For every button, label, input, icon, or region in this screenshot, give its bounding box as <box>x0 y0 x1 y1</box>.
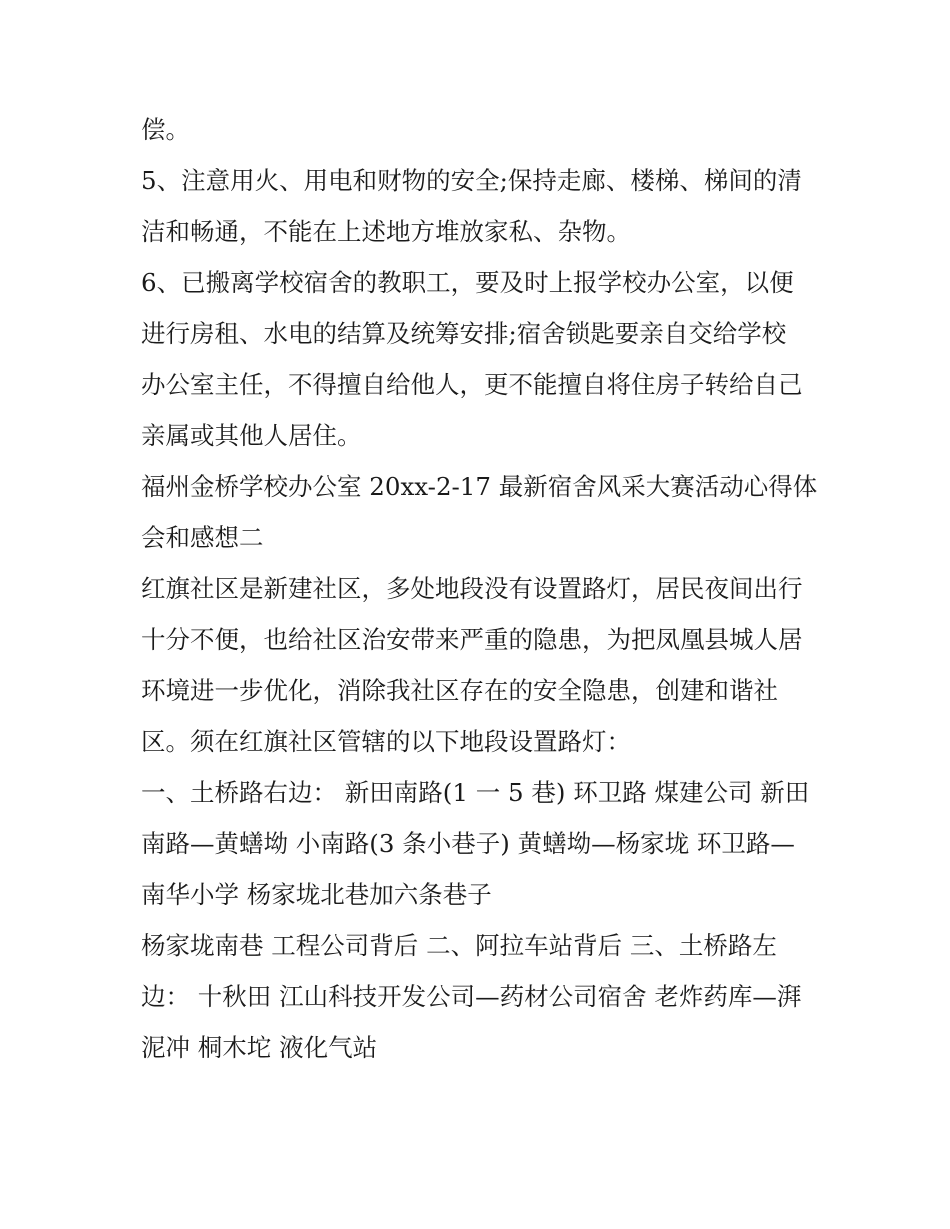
text-line: 环境进一步优化，消除我社区存在的安全隐患，创建和谐社 <box>141 676 778 705</box>
paragraph <box>141 461 821 563</box>
paragraph <box>141 155 821 257</box>
text-line: 边： 十秋田 江山科技开发公司—药材公司宿舍 老炸药库—湃 <box>141 982 802 1011</box>
text-line: 办公室主任，不得擅自给他人，更不能擅自将住房子转给自己 <box>141 370 803 399</box>
text-line: 区。须在红旗社区管辖的以下地段设置路灯： <box>141 727 631 756</box>
text-line: 南华小学 杨家垅北巷加六条巷子 <box>141 880 492 909</box>
text-line: 6、已搬离学校宿舍的教职工，要及时上报学校办公室，以便 <box>141 268 794 297</box>
paragraph <box>141 104 821 155</box>
text-line: 十分不便，也给社区治安带来严重的隐患，为把凤凰县城人居 <box>141 625 803 654</box>
text-line: 泥冲 桐木坨 液化气站 <box>141 1033 378 1062</box>
text-line: 进行房租、水电的结算及统筹安排;宿舍锁匙要亲自交给学校 <box>141 319 787 348</box>
text-line: 一、土桥路右边： 新田南路(1 一 5 巷) 环卫路 煤建公司 新田 <box>141 778 810 807</box>
document-body <box>141 104 821 1073</box>
text-line: 福州金桥学校办公室 20xx-2-17 最新宿舍风采大赛活动心得体 <box>141 472 818 501</box>
text-line: 南路—黄蟮坳 小南路(3 条小巷子) 黄蟮坳—杨家垅 环卫路— <box>141 829 795 858</box>
text-line: 亲属或其他人居住。 <box>141 421 362 450</box>
paragraph <box>141 257 821 461</box>
text-line: 红旗社区是新建社区，多处地段没有设置路灯，居民夜间出行 <box>141 574 803 603</box>
paragraph <box>141 563 821 767</box>
text-line: 偿。 <box>141 115 190 144</box>
paragraph <box>141 767 821 920</box>
paragraph <box>141 920 821 1073</box>
text-line: 杨家垅南巷 工程公司背后 二、阿拉车站背后 三、土桥路左 <box>141 931 777 960</box>
text-line: 会和感想二 <box>141 523 264 552</box>
text-line: 5、注意用火、用电和财物的安全;保持走廊、楼梯、梯间的清 <box>141 166 802 195</box>
text-line: 洁和畅通，不能在上述地方堆放家私、杂物。 <box>141 217 631 246</box>
